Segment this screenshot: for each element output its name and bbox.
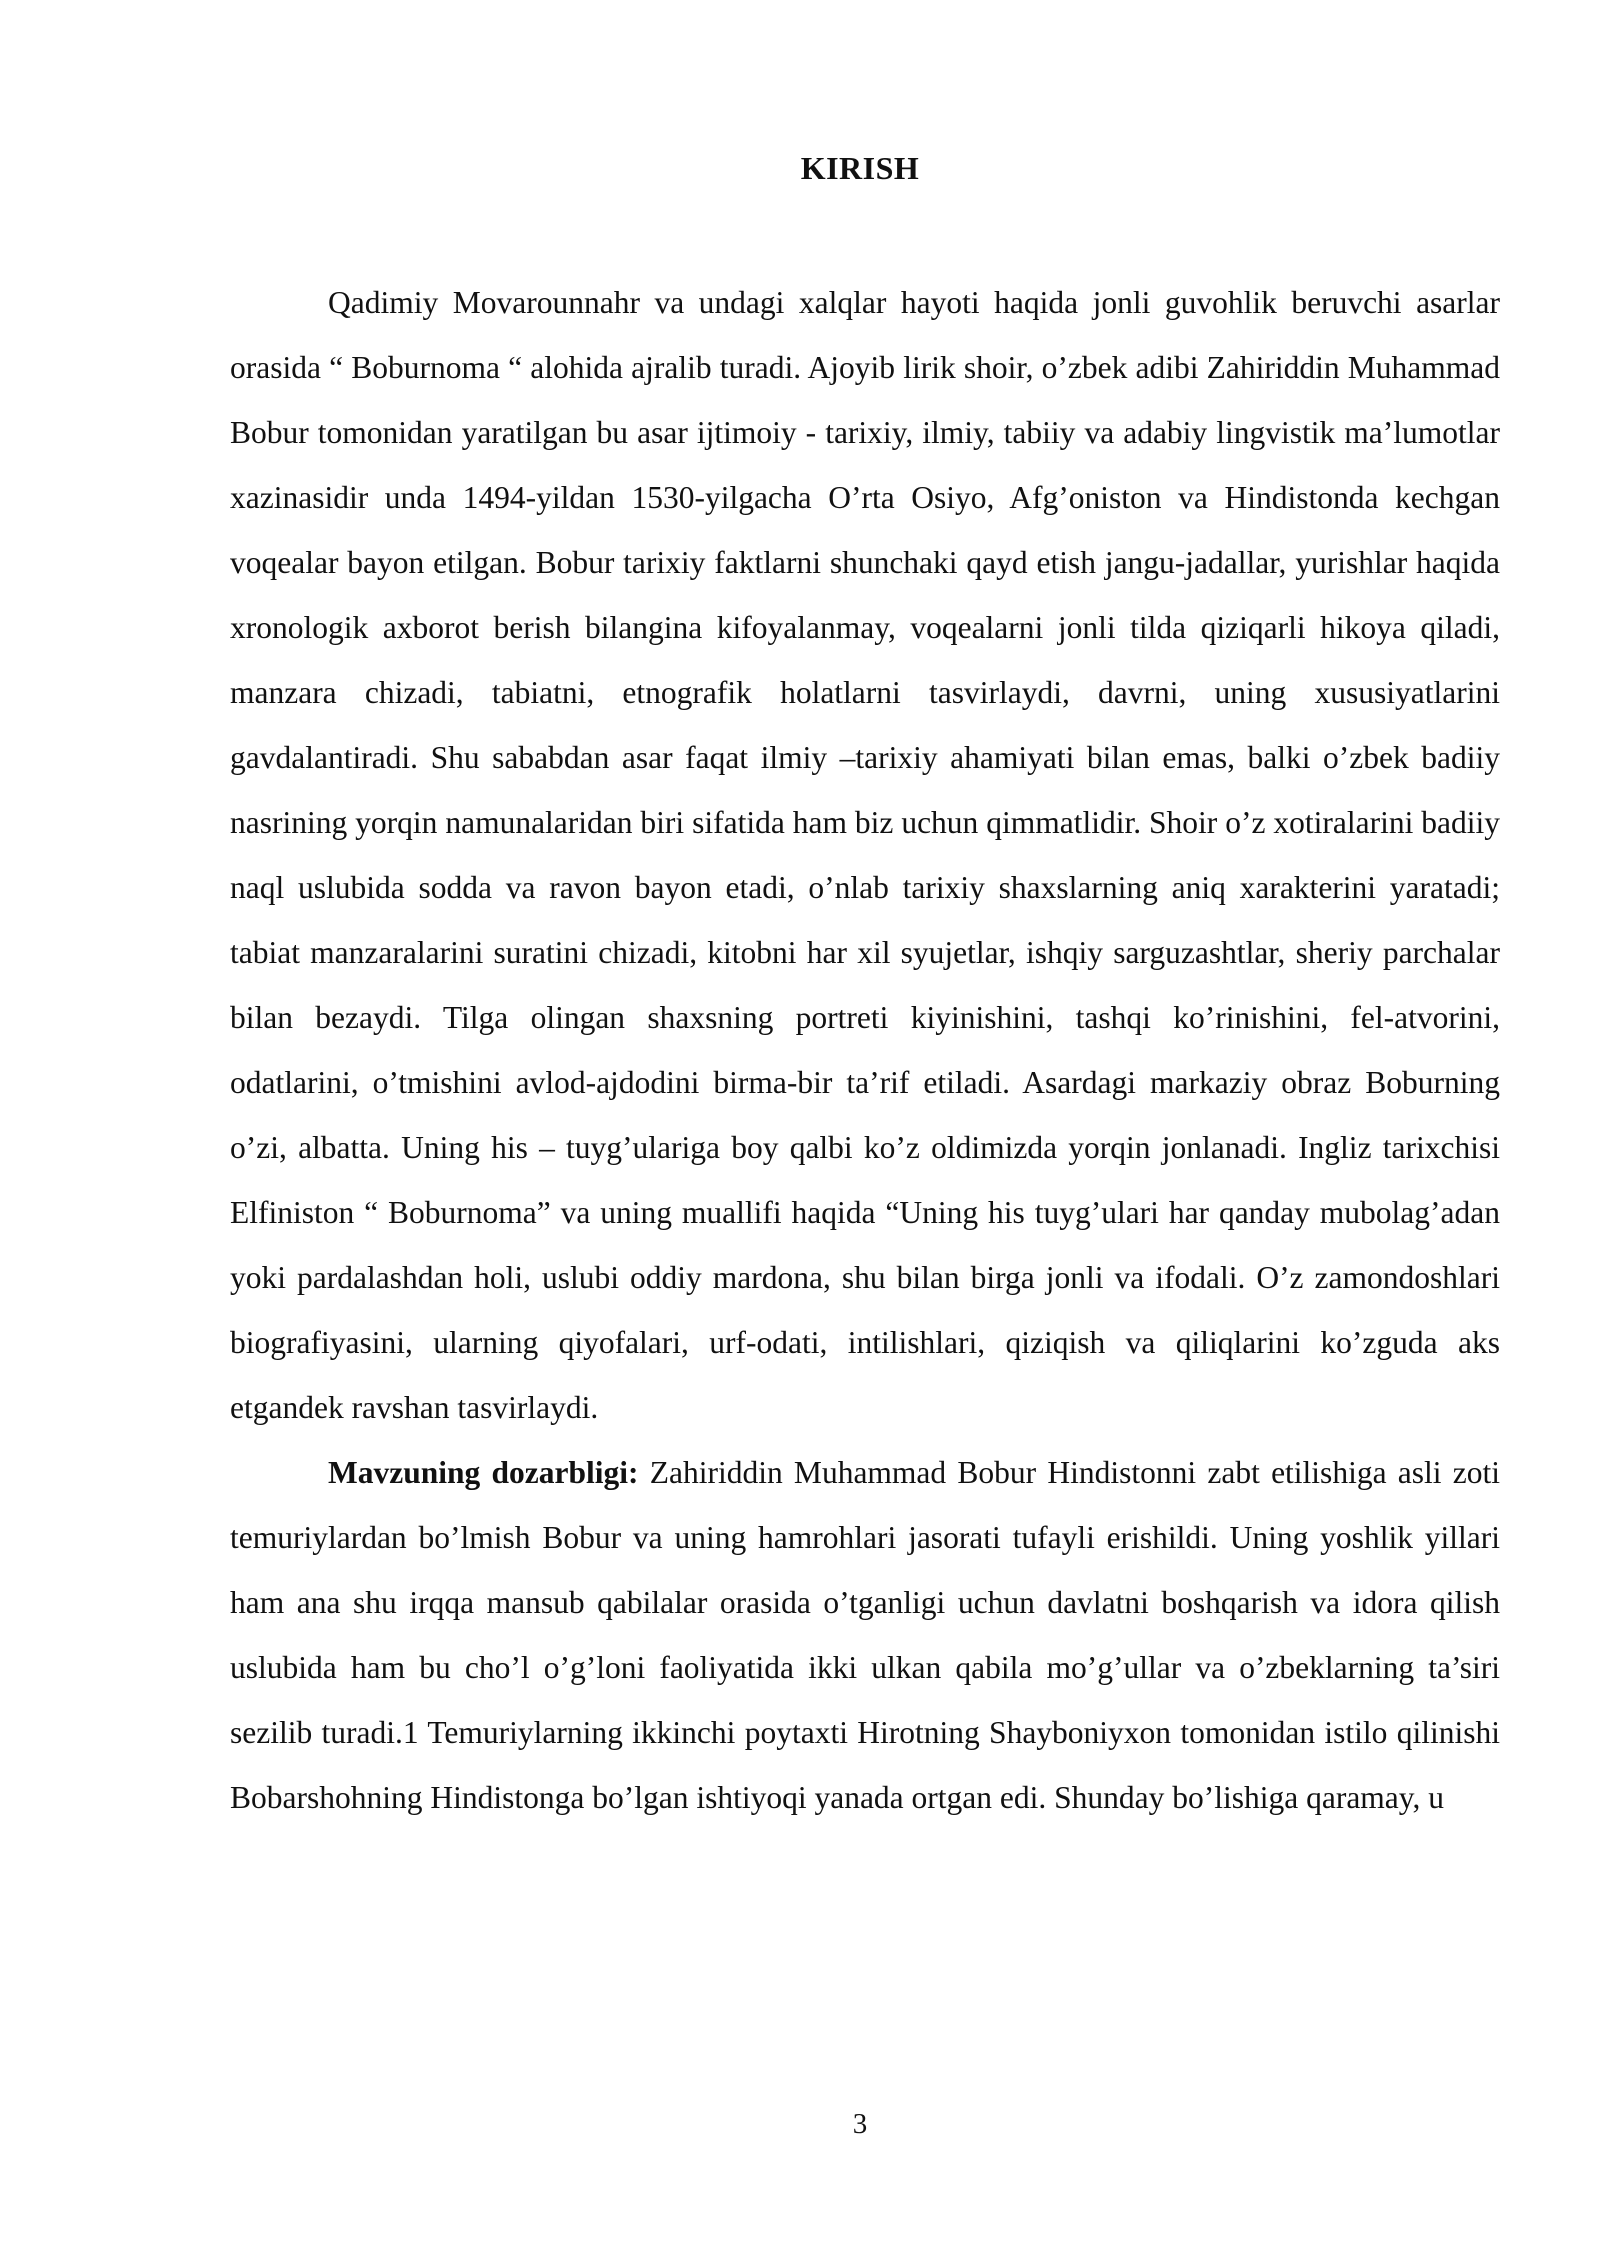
body-text	[230, 270, 1500, 1830]
section-heading: KIRISH	[800, 150, 920, 186]
relevance-text: Zahiriddin Muhammad Bobur Hindistonni zabt etilishiga asli zoti temuriylardan bo’lmish Bobur va uning hamrohlari jasorati tufayli erishildi. Uning yoshlik yillari ham ana shu irqqa mansub qabilalar orasida o’tganligi uchun davlatni boshqarish va idora qilish uslubida ham bu cho’l o’g’loni faoliyatida ikki ulkan qabila mo’g’ullar va o’zbeklarning ta’siri sezilib turadi.1 Temuriylarning ikkinchi poytaxti Hirotning Shayboniyxon tomonidan istilo qilinishi Bobarshohning Hindistonga bo’lgan ishtiyoqi yanada ortgan edi. Shunday bo’lishiga qaramay, u	[230, 1455, 1500, 1815]
page-number: 3	[852, 2108, 868, 2140]
relevance-lead: Mavzuning dozarbligi:	[328, 1455, 639, 1490]
relevance-paragraph	[230, 1440, 1500, 1830]
intro-paragraph: Qadimiy Movarounnahr va undagi xalqlar hayoti haqida jonli guvohlik beruvchi asarlar orasida “ Boburnoma “ alohida ajralib turadi. Ajoyib lirik shoir, o’zbek adibi Zahiriddin Muhammad Bobur tomonidan yaratilgan bu asar ijtimoiy - tarixiy, ilmiy, tabiiy va adabiy lingvistik ma’lumotlar xazinasidir unda 1494-yildan 1530-yilgacha O’rta Osiyo, Afg’oniston va Hindistonda kechgan voqealar bayon etilgan. Bobur tarixiy faktlarni shunchaki qayd etish jangu-jadallar, yurishlar haqida xronologik axborot berish bilangina kifoyalanmay, voqealarni jonli tilda qiziqarli hikoya qiladi, manzara chizadi, tabiatni, etnografik holatlarni tasvirlaydi, davrni, uning xususiyatlarini gavdalantiradi. Shu sababdan asar faqat ilmiy –tarixiy ahamiyati bilan emas, balki o’zbek badiiy nasrining yorqin namunalaridan biri sifatida ham biz uchun qimmatlidir. Shoir o’z xotiralarini badiiy naql uslubida sodda va ravon bayon etadi, o’nlab tarixiy shaxslarning aniq xarakterini yaratadi; tabiat manzaralarini suratini chizadi, kitobni har xil syujetlar, ishqiy sarguzashtlar, sheriy parchalar bilan bezaydi. Tilga olingan shaxsning portreti kiyinishini, tashqi ko’rinishini, fel-atvorini, odatlarini, o’tmishini avlod-ajdodini birma-bir ta’rif etiladi. Asardagi markaziy obraz Boburning o’zi, albatta. Uning his – tuyg’ulariga boy qalbi ko’z oldimizda yorqin jonlanadi. Ingliz tarixchisi Elfiniston “ Boburnoma” va uning muallifi haqida “Uning his tuyg’ulari har qanday mubolag’adan yoki pardalashdan holi, uslubi oddiy mardona, shu bilan birga jonli va ifodali. O’z zamondoshlari biografiyasini, ularning qiyofalari, urf-odati, intilishlari, qiziqish va qiliqlarini ko’zguda aks etgandek ravshan tasvirlaydi.	[230, 285, 1500, 1425]
